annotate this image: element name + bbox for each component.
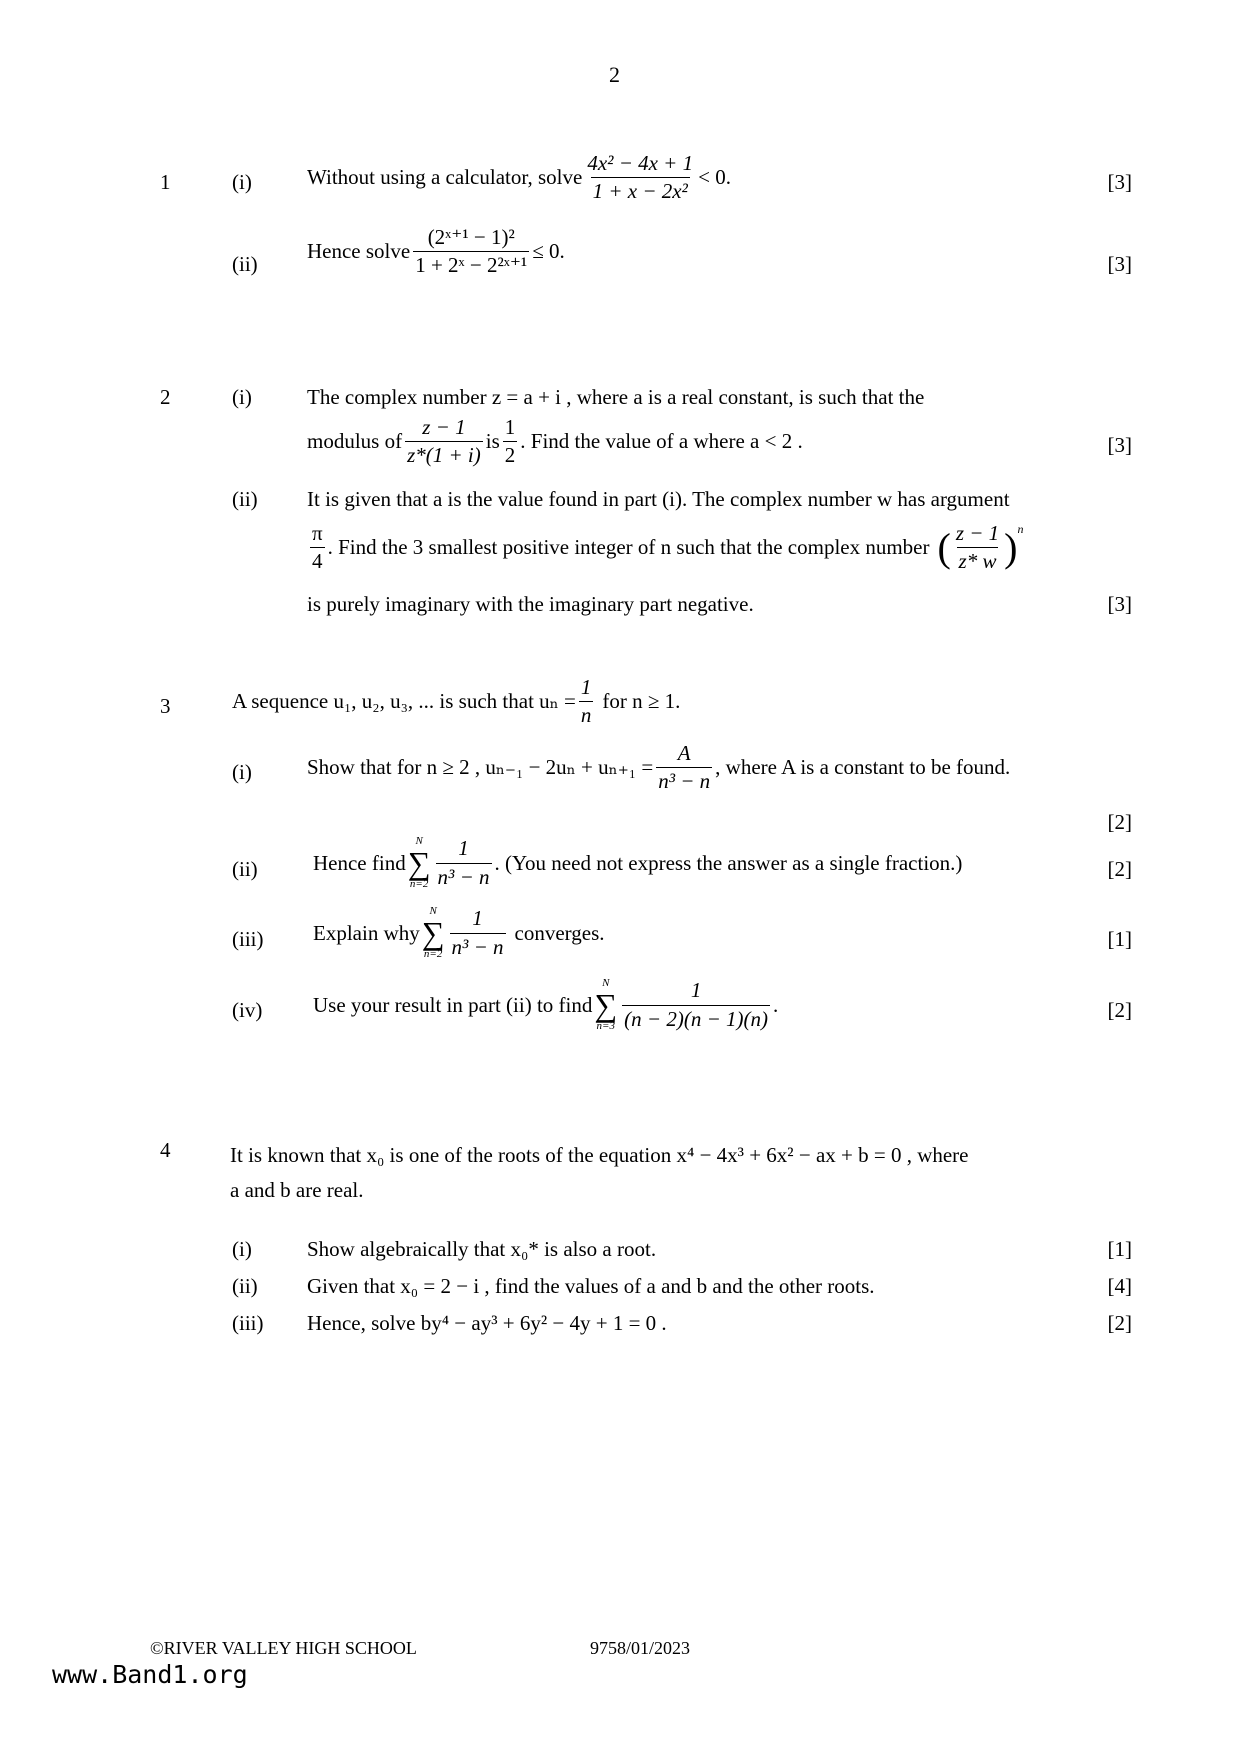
q1-part-i-label: (i) <box>232 170 252 194</box>
q3-intro-fraction <box>579 676 594 727</box>
q4-part-i-label: (i) <box>232 1237 252 1261</box>
q3-intro-denominator: n <box>580 703 592 728</box>
q2-ii-fraction <box>954 522 1001 573</box>
watermark: www.Band1.org <box>52 1660 248 1689</box>
q2-i-is: is <box>485 429 500 454</box>
sigma-icon: ∑ <box>421 915 445 951</box>
q3-part-i-label: (i) <box>232 760 252 784</box>
question-4-number: 4 <box>160 1138 171 1162</box>
q3-i-fraction <box>656 742 712 793</box>
q1-ii-numerator: (2ˣ⁺¹ − 1)² <box>427 225 515 249</box>
q2-ii-denominator: z* w <box>958 549 997 574</box>
q3-iii-sigma <box>422 906 445 960</box>
q3-iv-denominator: (n − 2)(n − 1)(n) <box>624 1006 768 1031</box>
q3-part-i-text <box>307 742 1010 793</box>
q3-ii-denominator: n³ − n <box>437 864 490 889</box>
q3-ii-fraction <box>436 837 492 888</box>
q2-ii-line2-text: . Find the 3 smallest positive integer of n such that the complex number <box>327 535 930 560</box>
q2-half-numerator: 1 <box>504 415 516 439</box>
q3-iv-sum-upper: N <box>602 977 610 989</box>
q1-ii-relation: ≤ 0. <box>532 239 565 264</box>
q3-iii-sum-lower: n=2 <box>423 948 443 960</box>
page-number: 2 <box>609 62 620 87</box>
q4-part-ii-text: Given that x₀ = 2 − i , find the values of a and b and the other roots. <box>307 1274 875 1298</box>
q3-iii-end: converges. <box>514 920 605 945</box>
q2-i-modulus: modulus of <box>307 429 403 454</box>
footer-paper-code: 9758/01/2023 <box>590 1638 691 1658</box>
sigma-icon: ∑ <box>594 987 618 1023</box>
q3-iv-fraction <box>622 979 770 1030</box>
question-2-number: 2 <box>160 385 171 409</box>
q2-ii-numerator: z − 1 <box>955 521 1000 545</box>
q3-iii-sum-upper: N <box>429 905 437 917</box>
q1-i-denominator: 1 + x − 2x² <box>592 179 688 204</box>
q4-part-ii-mark: [4] <box>1107 1274 1132 1298</box>
q3-part-ii-mark: [2] <box>1107 857 1132 881</box>
q2-half-fraction <box>503 416 518 467</box>
q1-ii-text: Hence solve <box>307 239 411 264</box>
question-3-number: 3 <box>160 694 171 718</box>
q4-part-i-mark: [1] <box>1107 1237 1132 1261</box>
q2-left-paren: ( <box>937 524 951 570</box>
q3-iv-text: Use your result in part (ii) to find <box>313 992 593 1017</box>
q3-ii-numerator: 1 <box>458 836 469 861</box>
q2-i-denominator: z*(1 + i) <box>407 443 481 468</box>
q2-ii-line2 <box>307 522 1024 573</box>
q3-ii-end: . (You need not express the answer as a single fraction.) <box>494 850 963 875</box>
q4-intro-line2: a and b are real. <box>230 1178 364 1202</box>
q2-pi-denominator: 4 <box>312 549 323 574</box>
q1-i-numerator: 4x² − 4x + 1 <box>587 151 694 175</box>
q1-part-i-text <box>307 152 731 203</box>
q4-part-iii-label: (iii) <box>232 1311 264 1335</box>
q2-i-line2 <box>307 416 803 467</box>
q2-i-end: . Find the value of a where a < 2 . <box>520 429 803 454</box>
q3-iii-fraction <box>450 907 506 958</box>
q2-pi-numerator: π <box>312 521 323 545</box>
q2-part-i-label: (i) <box>232 385 252 409</box>
q3-i-denominator: n³ − n <box>658 769 711 794</box>
q3-part-i-mark: [2] <box>1107 810 1132 834</box>
q2-part-ii-label: (ii) <box>232 487 258 511</box>
q2-i-fraction <box>405 416 483 467</box>
q1-ii-denominator: 1 + 2ˣ − 2²ˣ⁺¹ <box>415 253 528 278</box>
q3-iv-end: . <box>772 992 779 1017</box>
q2-part-ii-mark: [3] <box>1107 592 1132 616</box>
footer-school: ©RIVER VALLEY HIGH SCHOOL <box>150 1638 417 1658</box>
q3-part-iii-text <box>313 906 605 960</box>
q3-ii-sum-upper: N <box>415 835 423 847</box>
q3-iv-sigma <box>594 978 617 1032</box>
q2-right-paren: ) <box>1004 524 1018 570</box>
q3-part-iii-mark: [1] <box>1107 927 1132 951</box>
q3-i-text: Show that for n ≥ 2 , uₙ₋₁ − 2uₙ + uₙ₊₁ = <box>307 755 654 780</box>
q1-ii-fraction <box>413 226 529 277</box>
q2-i-numerator: z − 1 <box>422 415 466 439</box>
q1-part-ii-text <box>307 226 565 277</box>
q3-part-ii-text <box>313 836 962 890</box>
q3-part-iv-text <box>313 978 778 1032</box>
q3-intro-end: for n ≥ 1. <box>602 689 681 714</box>
q2-ii-line1: It is given that a is the value found in part (i). The complex number w has argument <box>307 487 1010 511</box>
q3-i-end: , where A is a constant to be found. <box>715 755 1011 780</box>
q3-part-iv-mark: [2] <box>1107 998 1132 1022</box>
q1-i-fraction <box>585 152 695 203</box>
q2-ii-line3: is purely imaginary with the imaginary part negative. <box>307 592 754 616</box>
q4-intro-line1: It is known that x₀ is one of the roots of the equation x⁴ − 4x³ + 6x² − ax + b = 0 , where <box>230 1143 969 1167</box>
q1-part-i-mark: [3] <box>1107 170 1132 194</box>
sigma-icon: ∑ <box>407 845 431 881</box>
question-1-number: 1 <box>160 170 171 194</box>
q1-part-ii-label: (ii) <box>232 252 258 276</box>
q4-part-iii-mark: [2] <box>1107 1311 1132 1335</box>
q3-iii-numerator: 1 <box>472 906 483 931</box>
q3-iv-sum-lower: n=3 <box>596 1020 615 1032</box>
q2-pi-fraction <box>310 522 325 573</box>
q3-part-iii-label: (iii) <box>232 927 264 951</box>
q2-ii-exponent: n <box>1017 522 1024 536</box>
q1-i-relation: < 0. <box>698 165 731 190</box>
q3-part-ii-label: (ii) <box>232 857 258 881</box>
q3-ii-text: Hence find <box>313 850 406 875</box>
q3-intro <box>232 676 680 727</box>
q2-part-i-mark: [3] <box>1107 433 1132 457</box>
q4-part-iii-text: Hence, solve by⁴ − ay³ + 6y² − 4y + 1 = 0 . <box>307 1311 667 1335</box>
q3-ii-sigma <box>408 836 431 890</box>
q3-iii-text: Explain why <box>313 920 420 945</box>
q2-half-denominator: 2 <box>504 443 516 468</box>
q3-part-iv-label: (iv) <box>232 998 263 1022</box>
q2-i-line1: The complex number z = a + i , where a is a real constant, is such that the <box>307 385 925 409</box>
q4-part-i-text: Show algebraically that x₀* is also a root. <box>307 1237 657 1261</box>
q3-ii-sum-lower: n=2 <box>409 878 429 890</box>
q1-i-text: Without using a calculator, solve <box>307 165 583 190</box>
q1-part-ii-mark: [3] <box>1107 252 1132 276</box>
q3-iv-numerator: 1 <box>690 978 702 1003</box>
q4-part-ii-label: (ii) <box>232 1274 258 1298</box>
q3-intro-numerator: 1 <box>580 675 592 699</box>
q3-i-numerator: A <box>677 741 691 765</box>
q3-iii-denominator: n³ − n <box>451 934 504 959</box>
q3-intro-text: A sequence u₁, u₂, u₃, ... is such that uₙ = <box>232 689 576 714</box>
